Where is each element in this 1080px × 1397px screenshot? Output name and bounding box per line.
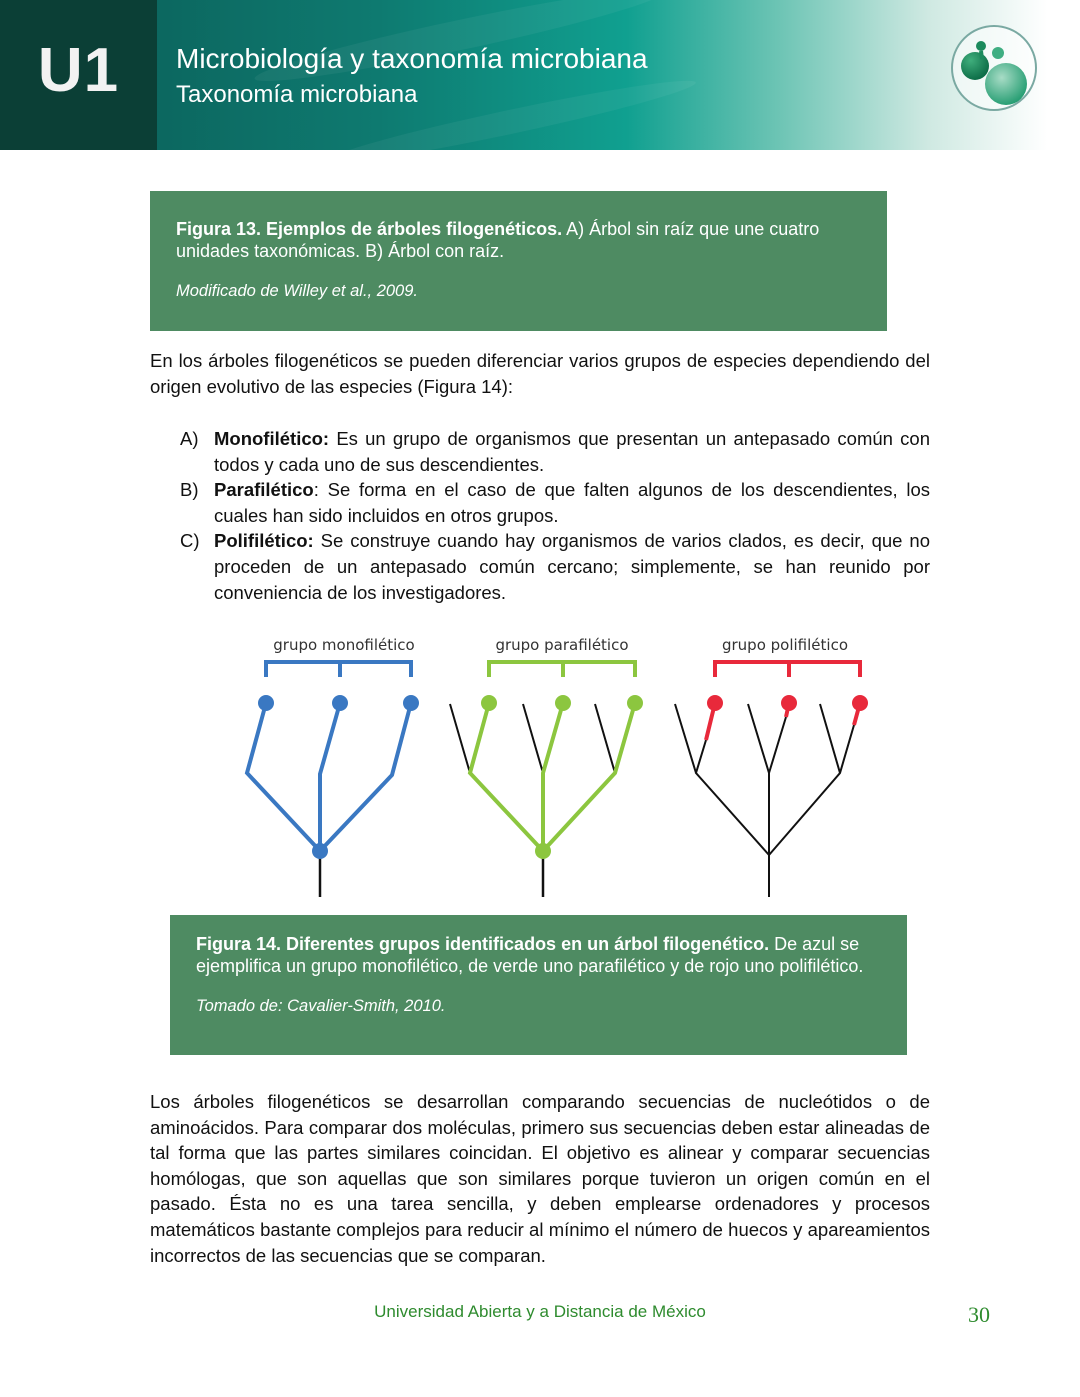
polyphyletic-tree (675, 636, 868, 897)
closing-paragraph: Los árboles filogenéticos se desarrollan comparando secuencias de nucleótidos o de aminoácidos. Para comparar dos moléculas, primero sus secuencias deben estar alineadas de tal forma que las partes similares coincidan. El objetivo es alinear y comparar secuencias homólogas, que son aquellas que son similares porque tuvieron un origen común en el pasado. Ésta no es una tarea sencilla, y deben emplearse ordenadores y procesos matemáticos bastante complejos para reducir al mínimo el número de huecos y apareamientos incorrectos de las secuencias que se comparan. (150, 1091, 930, 1266)
list-marker: B) (180, 479, 199, 501)
list-marker: A) (180, 428, 199, 449)
list-item-polifiletico (180, 528, 930, 605)
intro-paragraph: En los árboles filogenéticos se pueden diferenciar varios grupos de especies dependiendo del origen evolutivo de las especies (Figura 14): (150, 350, 930, 397)
microbe-circle-logo-icon (948, 24, 1040, 116)
list-definition: : Se forma en el caso de que falten algunos de los descendientes, los cuales han sido incluidos en otros grupos. (214, 479, 930, 526)
list-body (214, 426, 930, 477)
figure-13-source: Modificado de Willey et al., 2009. (176, 282, 418, 300)
unit-badge (0, 0, 157, 150)
paraphyletic-tree (450, 636, 643, 897)
list-term: Monofilético: (214, 428, 330, 449)
list-body (214, 477, 930, 528)
figure-13-description: A) Árbol sin raíz que une cuatro unidades taxonómicas. B) Árbol con raíz. (176, 219, 820, 261)
section-subtitle: Taxonomía microbiana (176, 81, 418, 108)
list-marker: C) (180, 530, 200, 552)
figure-14-caption-text (196, 933, 887, 977)
list-item-parafiletico (180, 477, 930, 528)
diagram-label-polifiletico: grupo polifilético (721, 636, 849, 654)
list-body (214, 528, 930, 605)
footer-institution: Universidad Abierta y a Distancia de México (374, 1302, 706, 1321)
list-definition: Se construye cuando hay organismos de varios clados, es decir, que no proceden de un antepasado común cercano; simplemente, se han reunido por conveniencia de los investigadores. (214, 530, 930, 603)
page-number: 30 (968, 1302, 990, 1327)
figure-13-caption-text (176, 218, 862, 262)
page-header (0, 0, 1080, 150)
list-item-monofiletico (180, 426, 930, 477)
phylogenetic-groups-diagram (230, 625, 880, 905)
figure-13-caption (150, 191, 887, 331)
list-term: Parafilético (214, 479, 314, 501)
group-definitions-list (180, 426, 930, 605)
diagram-label-monofiletico: grupo monofilético (273, 636, 415, 654)
figure-14-description: De azul se ejemplifica un grupo monofilético, de verde uno parafilético y de rojo uno polifilético. (196, 934, 864, 976)
figure-13-title: Figura 13. Ejemplos de árboles filogenéticos. (176, 219, 563, 239)
list-term: Polifilético: (214, 530, 314, 552)
unit-label: U1 (37, 35, 120, 105)
figure-14-title: Figura 14. Diferentes grupos identificados en un árbol filogenético. (196, 934, 770, 954)
figure-14-caption (170, 915, 907, 1055)
monophyletic-tree (247, 636, 419, 897)
list-definition: Es un grupo de organismos que presentan un antepasado común con todos y cada uno de sus descendientes. (214, 428, 930, 475)
course-title: Microbiología y taxonomía microbiana (176, 43, 648, 74)
diagram-label-parafiletico: grupo parafilético (495, 636, 629, 654)
figure-14-source: Tomado de: Cavalier-Smith, 2010. (196, 997, 446, 1015)
